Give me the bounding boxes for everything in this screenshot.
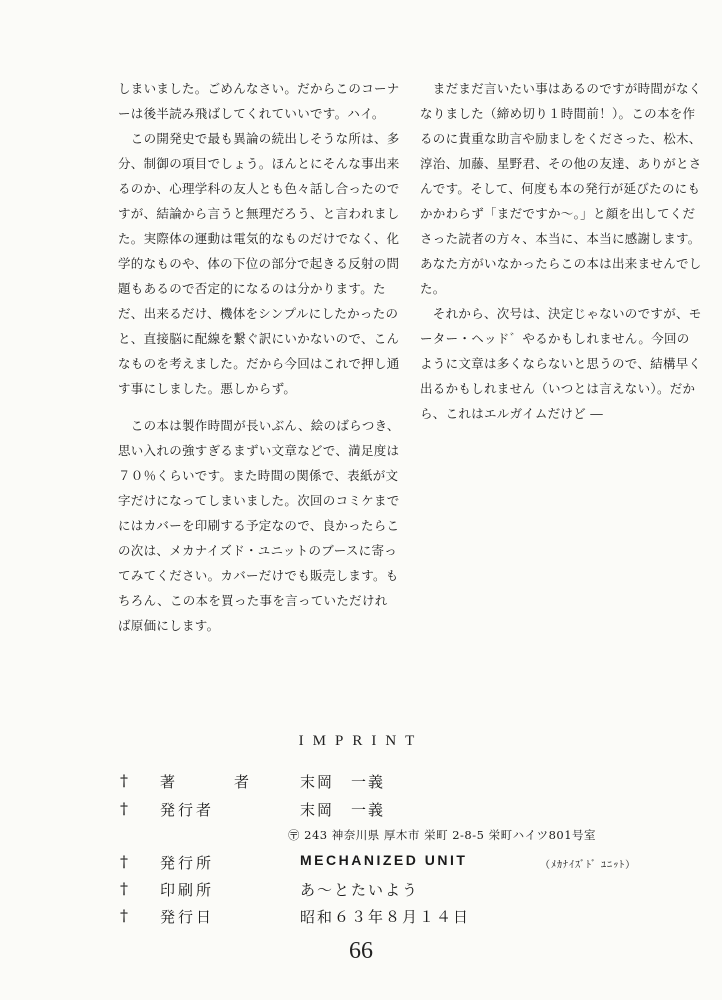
imprint-label: 発行者 [160, 801, 215, 819]
imprint-value: 末岡 一義 [300, 773, 386, 791]
right-paragraph-1: まだまだ言いたい事はあるのですが時間がなくなりました（締め切り１時間前！）。この本を作るのに貴重な助言や励ましをくださった、松木、淳治、加藤、星野君、その他の友達、ありがとさんです。そして、何度も本の発行が延びたのにもかかわらず「まだですか～。」と顔を出してくださった読者の方々、本当に、本当に感謝します。あなた方がいなかったらこの本は出来ませんでした。 [420, 81, 702, 296]
dagger-icon: † [120, 771, 128, 790]
imprint-value-reading: （ﾒｶﾅｲｽﾞﾄﾞ ﾕﾆｯﾄ） [540, 860, 637, 871]
imprint-label: 著 者 [160, 773, 272, 791]
imprint-label: 印刷所 [160, 881, 215, 899]
page-number: 66 [349, 938, 373, 964]
left-paragraph-1: しまいました。ごめんなさい。だからこのコーナーは後半読み飛ばしてくれていいです。ハイ。 [118, 81, 400, 121]
imprint-value: 昭和６３年８月１４日 [300, 908, 471, 926]
imprint-row-date [0, 906, 722, 930]
dagger-icon: † [120, 879, 128, 898]
right-text-column [420, 76, 702, 426]
imprint-row-author [0, 771, 722, 795]
dagger-icon: † [120, 906, 128, 925]
left-paragraph-3: この本は製作時間が長いぶん、絵のばらつき、思い入れの強すぎるまずい文章などで、満足度は７０％くらいです。また時間の関係で、表紙が文字だけになってしまいました。次回のコミケまでにはカバーを印刷する予定なので、良かったらこの次は、メカナイズド・ユニットのブースに寄ってみてください。カバーだけでも販売します。もちろん、この本を買った事を言っていただければ原価にします。 [118, 418, 400, 633]
left-text-column [118, 76, 400, 638]
left-paragraph-2: この開発史で最も異論の続出しそうな所は、多分、制御の項目でしょう。ほんとにそんな事出来るのか、心理学科の友人とも色々話し合ったのですが、結論から言うと無理だろう、と言われました。実際体の運動は電気的なものだけでなく、化学的なものや、体の下位の部分で起きる反射の問題もあるので否定的になるのは分かります。ただ、出来るだけ、機体をシンプルにしたかったのと、直接脳に配線を繋ぐ訳にいかないので、こんなものを考えました。だから今回はこれで押し通す事にしました。悪しからず。 [118, 131, 400, 396]
imprint-value: あ～とたいよう [300, 881, 420, 899]
imprint-row-printer [0, 879, 722, 903]
imprint-row-publisher [0, 799, 722, 823]
imprint-value: MECHANIZED UNIT [300, 852, 468, 868]
imprint-value: 末岡 一義 [300, 801, 386, 819]
dagger-icon: † [120, 852, 128, 871]
dagger-icon: † [120, 799, 128, 818]
imprint-label: 発行所 [160, 854, 215, 872]
imprint-label: 発行日 [160, 908, 215, 926]
imprint-row-publishing-office [0, 852, 722, 876]
right-paragraph-2: それから、次号は、決定じゃないのですが、モーター・ヘッド゛やるかもしれません。今回のように文章は多くならないと思うので、結構早く出るかもしれません（いつとは言えない）。だから、これはエルガイムだけど ― [420, 306, 702, 421]
imprint-title: IMPRINT [298, 733, 424, 749]
publisher-address: 〶 243 神奈川県 厚木市 栄町 2-8-5 栄町ハイツ801号室 [288, 828, 597, 842]
